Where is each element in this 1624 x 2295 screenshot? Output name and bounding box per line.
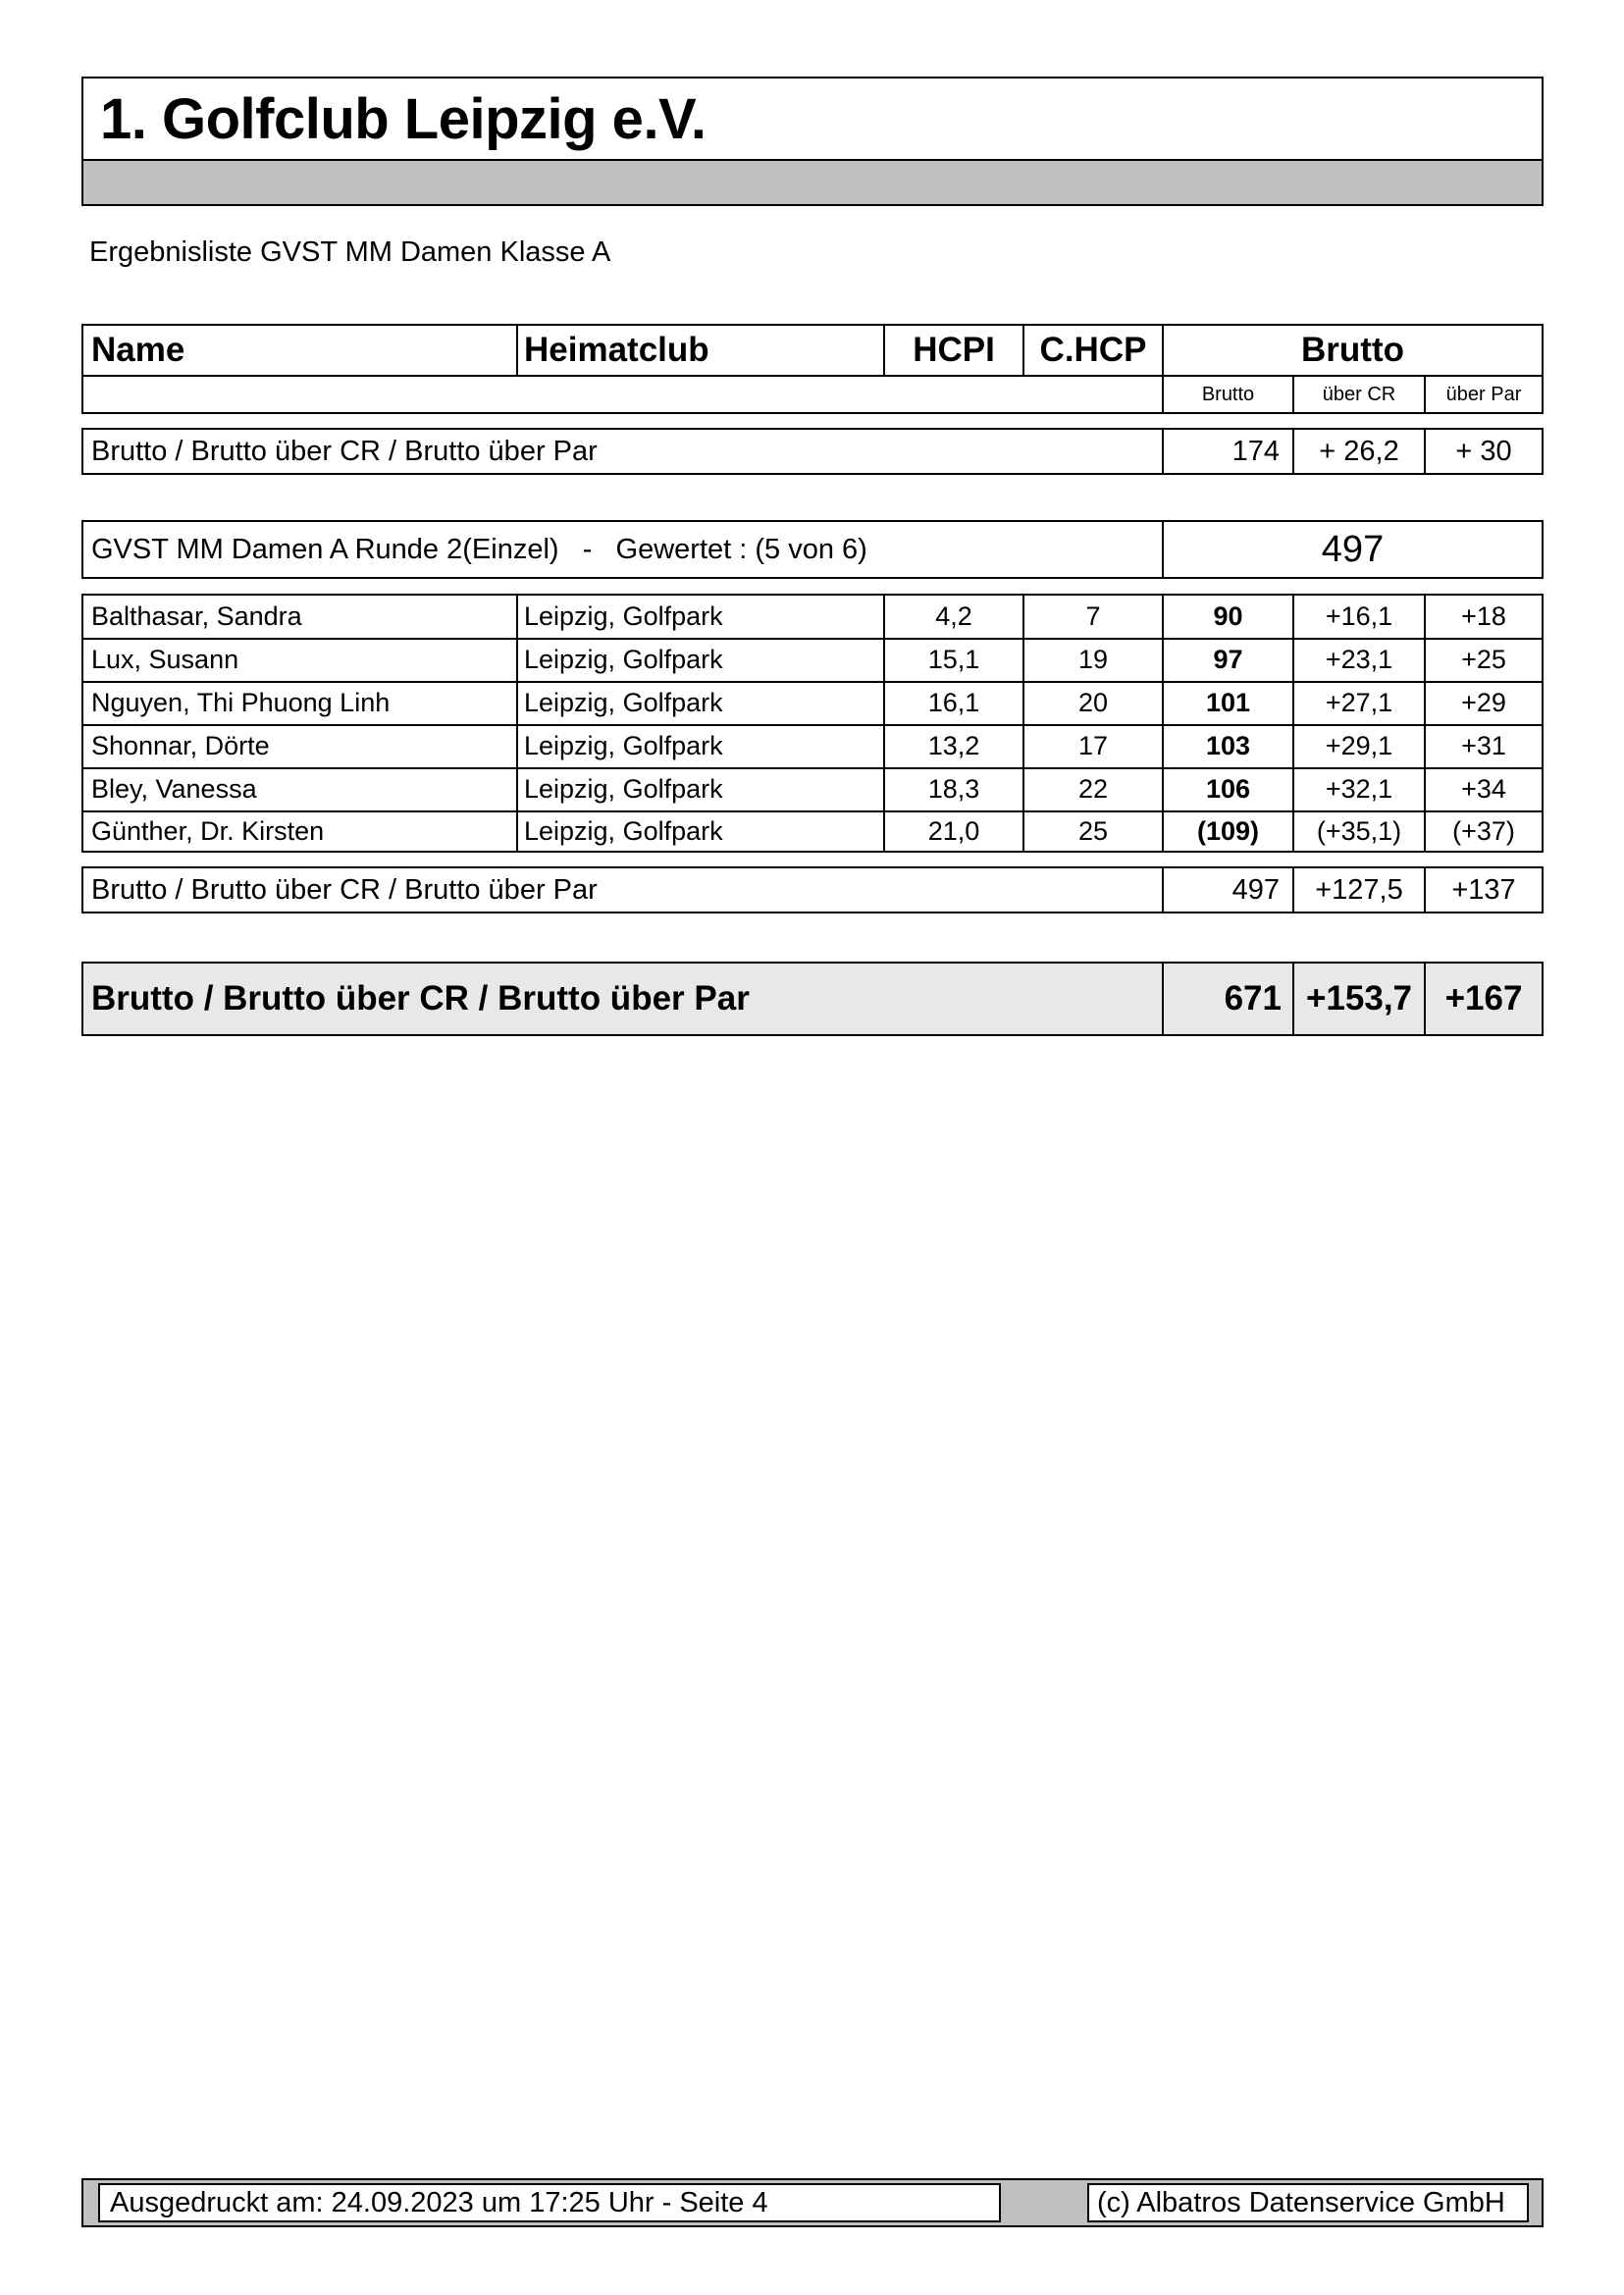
player-brutto: 101 [1205,688,1251,717]
player-club: Leipzig, Golfpark [524,815,723,846]
player-par: +34 [1461,774,1506,804]
round-total: 497 [1321,528,1385,570]
player-chcp: 25 [1077,815,1109,846]
col-chcp: C.HCP [1039,331,1147,369]
summary-top-brutto: 174 [1231,435,1280,467]
summary-total-brutto: 671 [1224,979,1282,1017]
col-brutto: Brutto [1301,331,1404,369]
player-cr: +29,1 [1325,731,1393,760]
list-subtitle: Ergebnisliste GVST MM Damen Klasse A [89,236,611,268]
round-header-row [81,520,1544,579]
player-chcp: 7 [1085,601,1101,631]
player-par: (+37) [1452,815,1515,846]
player-name: Bley, Vanessa [91,774,257,804]
summary-round-brutto: 497 [1231,873,1280,906]
summary-total-label: Brutto / Brutto über CR / Brutto über Par [91,979,750,1017]
summary-total-row [81,962,1544,1036]
column-header [81,324,1544,414]
player-chcp: 20 [1077,688,1109,717]
col-name: Name [91,331,185,369]
player-brutto: 106 [1205,774,1251,804]
player-chcp: 17 [1077,731,1109,760]
footer-printed: Ausgedruckt am: 24.09.2023 um 17:25 Uhr - Seite 4 [98,2183,1001,2222]
player-cr: +32,1 [1325,774,1393,804]
player-brutto: 90 [1213,601,1243,631]
summary-top-label: Brutto / Brutto über CR / Brutto über Par [91,435,598,467]
footer-copyright: (c) Albatros Datenservice GmbH [1087,2183,1529,2222]
player-club: Leipzig, Golfpark [524,774,723,804]
player-name: Günther, Dr. Kirsten [91,815,325,846]
player-hcpi: 15,1 [927,645,980,674]
player-name: Shonnar, Dörte [91,731,270,760]
player-par: +25 [1461,645,1506,674]
player-cr: +23,1 [1325,645,1393,674]
summary-top-row [81,428,1544,475]
player-cr: (+35,1) [1316,815,1402,846]
player-brutto: 97 [1213,645,1243,674]
summary-round-label: Brutto / Brutto über CR / Brutto über Par [91,873,598,906]
player-par: +18 [1461,601,1506,631]
summary-top-par: + 30 [1455,435,1512,467]
header-gray-bar [81,161,1544,206]
player-cr: +16,1 [1325,601,1393,631]
player-club: Leipzig, Golfpark [524,688,723,717]
col-hcpi: HCPI [913,331,995,369]
player-hcpi: 13,2 [927,731,980,760]
round-label: GVST MM Damen A Runde 2(Einzel) - Gewertet : (5 von 6) [91,533,867,565]
summary-top-cr: + 26,2 [1319,435,1399,467]
player-club: Leipzig, Golfpark [524,731,723,760]
player-chcp: 22 [1077,774,1109,804]
summary-round-row [81,866,1544,913]
player-cr: +27,1 [1325,688,1393,717]
player-hcpi: 21,0 [927,815,980,846]
player-name: Balthasar, Sandra [91,601,302,631]
summary-total-par: +167 [1444,979,1523,1017]
player-brutto: (109) [1196,815,1260,846]
player-par: +31 [1461,731,1506,760]
player-hcpi: 4,2 [935,601,972,631]
player-brutto: 103 [1205,731,1251,760]
summary-total-cr: +153,7 [1305,979,1413,1017]
player-chcp: 19 [1077,645,1109,674]
summary-round-par: +137 [1451,873,1516,906]
col-sub-par: über Par [1445,383,1522,405]
player-par: +29 [1461,688,1506,717]
summary-round-cr: +127,5 [1315,873,1403,906]
players-table [81,594,1544,853]
col-sub-brutto: Brutto [1201,383,1255,405]
player-club: Leipzig, Golfpark [524,645,723,674]
player-club: Leipzig, Golfpark [524,601,723,631]
player-name: Nguyen, Thi Phuong Linh [91,688,391,717]
player-hcpi: 18,3 [927,774,980,804]
col-sub-cr: über CR [1322,383,1396,405]
player-name: Lux, Susann [91,645,239,674]
page-title: 1. Golfclub Leipzig e.V. [100,87,707,151]
player-hcpi: 16,1 [927,688,980,717]
col-club: Heimatclub [524,331,709,369]
